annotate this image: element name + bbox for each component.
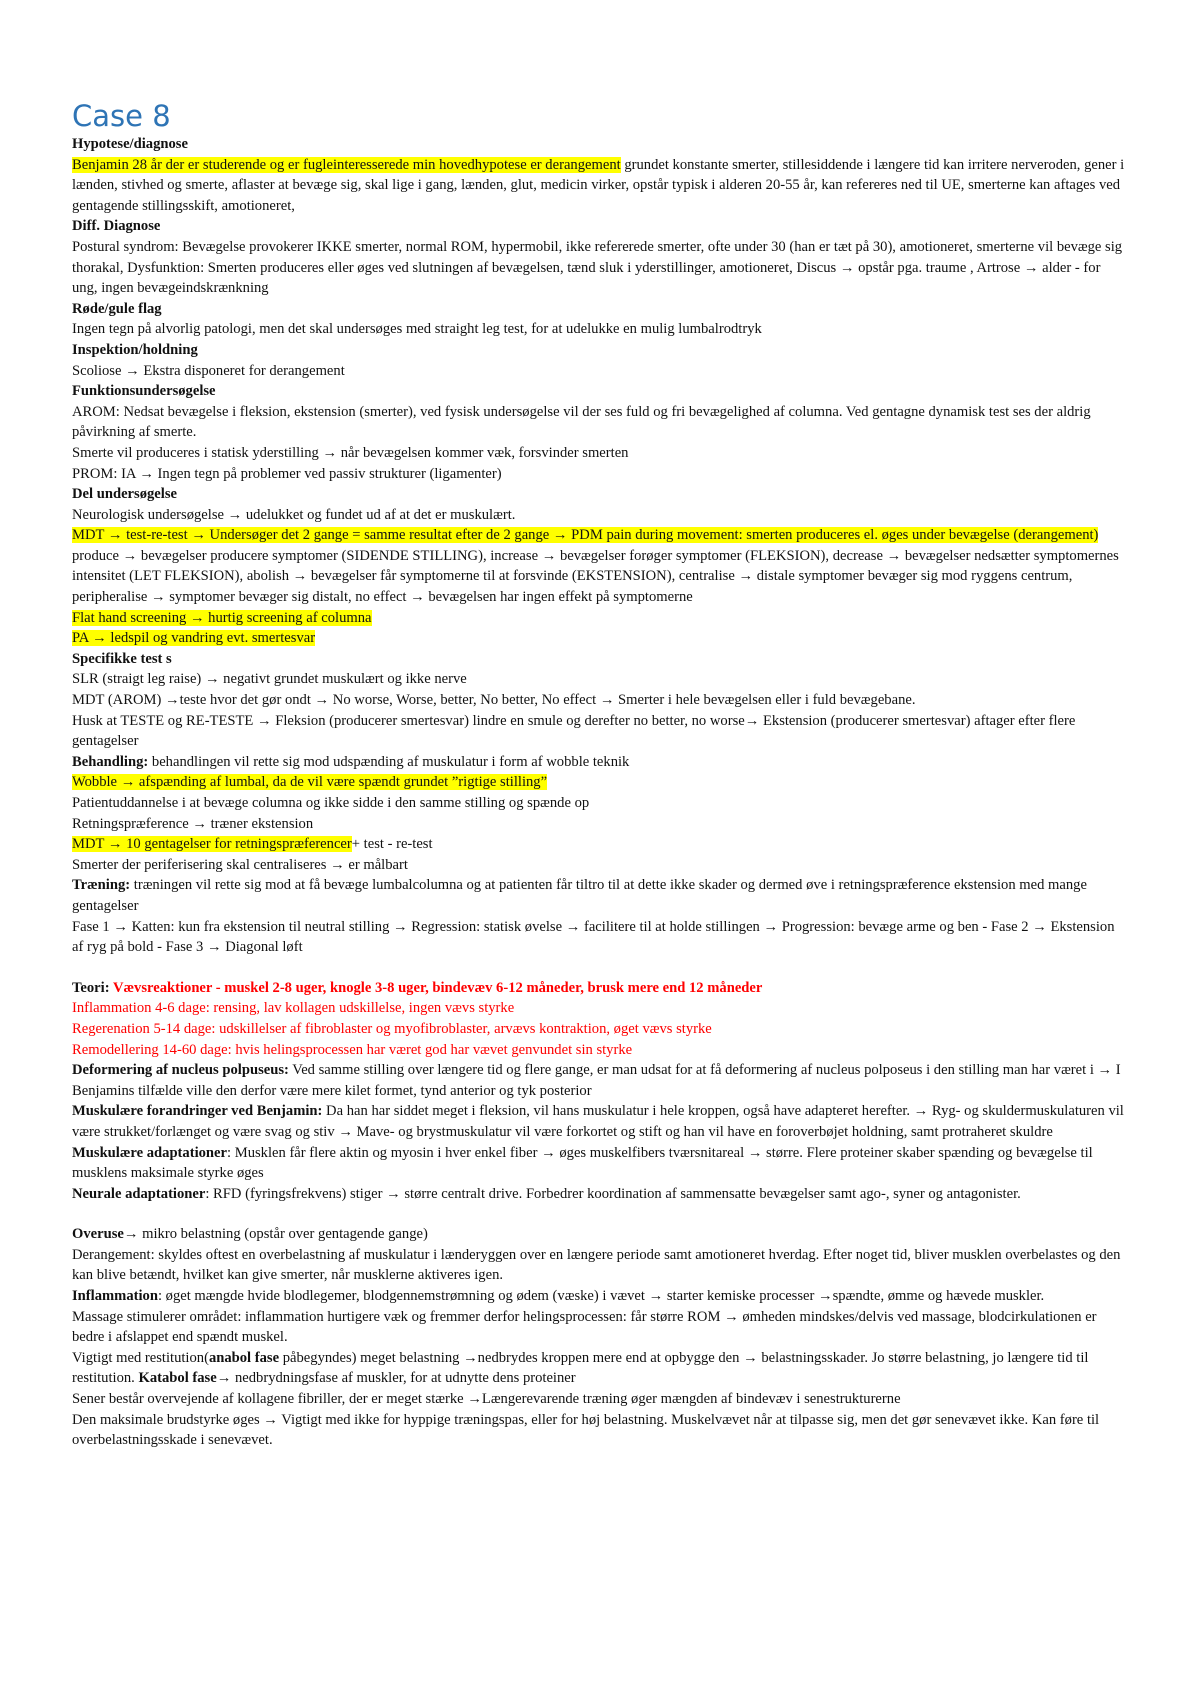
heading-del: Del undersøgelse [72,486,177,503]
prom-text [72,464,1128,485]
ma-t2: øges muskelfibers tværsnitareal [555,1144,748,1161]
traening-label: Træning: [72,877,131,894]
arrow-icon: → [164,692,180,709]
mdt-t3: Undersøger det 2 gange = samme resultat efter de 2 gange [205,527,553,544]
arrow-icon: → [747,1144,763,1161]
arrow-icon: → [256,712,272,729]
ov-t1: mikro belastning (opstår over gentagende gange) [138,1226,428,1243]
h3: Ekstension (producerer smertesvar) aftager efter flere gentagelser [72,712,1076,750]
arrow-icon: → [738,568,754,585]
inflam-label: Inflammation [72,1288,158,1305]
flat-hand-text [72,608,1128,629]
deform-t1: Ved samme stilling over længere tid og flere gange, er man udsat for at få deformering af nucleus polposeus i den stilling man har været i [288,1062,1098,1079]
mdt-highlight [72,527,1098,543]
md3: + test - re-test [351,836,433,853]
arrow-icon: → [123,1226,139,1243]
mdt10-highlight [72,836,352,852]
arrow-icon: → [599,692,615,709]
m1: MDT (AROM) [72,692,165,709]
inspektion-t1: Scoliose [72,362,126,379]
arrow-icon: → [330,856,345,873]
wobble-text [72,772,1128,793]
p7: symptomer bevæger sig distalt, no effect [165,589,411,606]
p3: bevægelser forøger symptomer (FLEKSION), decrease [556,547,887,564]
arrow-icon: → [913,1103,929,1120]
muskforandring-text [72,1101,1128,1142]
flat-t1: Flat hand screening [72,609,190,626]
arrow-icon: → [189,609,205,626]
arrow-icon: → [125,362,140,379]
husk-text [72,711,1128,752]
na-t1: : RFD (fyringsfrekvens) stiger [205,1185,387,1202]
behandling-label: Behandling: [72,753,149,770]
rs-t4: belastningsskader. Jo større belastning, jo længere tid til restitution. [72,1349,1089,1387]
arrow-icon: → [120,774,136,791]
arrow-icon: → [204,671,220,688]
neuro-t2: udelukket og fundet ud af at det er muskulært. [242,506,516,523]
document-page [72,96,1128,1451]
arrow-icon: → [743,1349,758,1366]
arrow-icon: → [1032,918,1047,935]
teori-label: Teori: [72,979,110,996]
slr-t1: SLR (straigt leg raise) [72,671,205,688]
arrow-icon: → [744,712,760,729]
muskadapt-text [72,1143,1128,1184]
spacer [72,958,1128,978]
arrow-icon: → [386,1185,401,1202]
smerte-t1: Smerte vil produceres i statisk yderstilling [72,444,323,461]
f5: Progression: bevæge arme og ben - Fase 2 [778,918,1033,935]
heading-hypotese: Hypotese/diagnose [72,136,188,152]
mf-t1: Da han har siddet meget i fleksion, vil hans muskulatur i hele kroppen, også have adapteret herefter. [322,1103,914,1120]
muskadapt-label: Muskulære adaptationer [72,1144,228,1161]
f2: Katten: kun fra ekstension til neutral stilling [127,918,394,935]
arrow-icon: → [107,527,123,544]
m2: teste hvor det gør ondt [179,692,315,709]
arrow-icon: → [886,547,902,564]
mdt-arom-text [72,690,1128,711]
ma-t1: : Musklen får flere aktin og myosin i hver enkel fiber [227,1144,542,1161]
mdt-t4: PDM pain during movement: smerten produceres el. øges under bevægelse (derangement) [567,527,1099,544]
arrow-icon: → [410,589,425,606]
remodellering-phase: Remodellering 14-60 dage: hvis helingsprocessen har været god har vævet genvundet sin styrke [72,1041,633,1058]
inflammation-text [72,1286,1128,1307]
diff-t2: opstår pga. traume , Artrose [854,259,1024,276]
md1: MDT [72,836,108,853]
arrow-icon: → [393,918,408,935]
f3: Regression: statisk øvelse [407,918,566,935]
page-title: Case 8 [72,99,171,133]
arrow-icon: → [565,918,581,935]
arrow-icon: → [338,1123,353,1140]
h2: Fleksion (producerer smertesvar) lindre en smule og derefter no better, no worse [271,712,745,729]
heading-spec: Specifikke test s [72,650,172,667]
r2: træner ekstension [206,815,314,832]
m3: No worse, Worse, better, No better, No effect [329,692,600,709]
p8: bevægelsen har ingen effekt på symptomerne [424,589,693,606]
diff-t1: Postural syndrom: Bevægelse provokerer IKKE smerter, normal ROM, hypermobil, ikke refererede smerter, ofte under 30 (han er tæt på 30), amotioneret, smerterne vil bevæge sig thorakal, Dysfunktion: Smerten produceres eller øges ved slutningen af bevægelsen, tænd sluk i yderstillinger, amotioneret, Discus [72,238,1123,276]
f6: Ekstension af ryg på bold - Fase 3 [72,918,1115,956]
arrow-icon: → [463,1349,478,1366]
prom-t1: PROM: IA [72,465,140,482]
arrow-icon: → [724,1308,739,1325]
overuse-text [72,1224,1128,1245]
r1: Retningspræference [72,815,193,832]
neural-text [72,1184,1128,1205]
arrow-icon: → [227,506,243,523]
arrow-icon: → [151,589,166,606]
arrow-icon: → [191,527,206,544]
arrow-icon: → [818,1288,833,1305]
fase-text [72,917,1128,958]
arrow-icon: → [92,630,107,647]
heading-diff: Diff. Diagnose [72,218,161,235]
mdt-10-text [72,834,1128,855]
katabol-label: Katabol fase [138,1370,217,1387]
hypotese-highlight: Benjamin 28 år der er studerende og er fugleinteresserede min hovedhypotese er derangement [72,156,621,173]
mdt-t1: MDT [72,527,108,544]
neuro-t1: Neurologisk undersøgelse [72,506,228,523]
arrow-icon: → [122,547,138,564]
spacer [72,1204,1128,1224]
arrow-icon: → [192,815,207,832]
arrow-icon: → [216,1370,232,1387]
p2: bevægelser producere symptomer (SIDENDE STILLING), increase [137,547,542,564]
mf-t2: Ryg- og skuldermuskulaturen vil være strukket/forlænget og være svag og stiv [72,1103,1124,1140]
restitution-text [72,1348,1128,1389]
na-t2: større centralt drive. Forbedrer koordination af sammensatte bevægelser samt ago-, syner og antagonister. [400,1185,1021,1202]
arrow-icon: → [292,568,308,585]
arrow-icon: → [206,939,222,956]
deform-t2: I Benjamins tilfælde ville den derfor være mere kilet formet, tynd anterior og tyk posterior [72,1062,1121,1099]
ms-t2: ømheden mindskes/delvis ved massage, blodcirkulationen er bedre i afslappet end spændt muskel. [72,1308,1097,1346]
inflammation-phase: Inflammation 4-6 dage: rensing, lav kollagen udskillelse, ingen vævs styrke [72,1000,515,1017]
smerte-text [72,443,1128,464]
rs-t5: nedbrydningsfase af muskler, for at udnytte dens proteiner [231,1370,576,1387]
p5: bevægelser får symptomerne til at forsvinde (EKSTENSION), centralise [307,568,739,585]
p1: produce [72,547,123,564]
f7: Diagonal løft [221,939,303,956]
ms-t1: Massage stimulerer området: inflammation hurtigere væk og fremmer derfor helingsprocessen: får større ROM [72,1308,725,1325]
anabol-label: anabol fase [208,1349,280,1366]
h1: Husk at TESTE og RE-TESTE [72,712,257,729]
behandling-text [72,752,1128,773]
arrow-icon: → [541,1144,556,1161]
s1: Smerter der periferisering skal centraliseres [72,856,331,873]
produce-text [72,546,1128,608]
hypotese-rest: grundet konstante smerter, stillesiddende i længere tid kan irritere nerveroden, gener i lænden, stivhed og smerte, aflaster at bevæge sig, skal lige i gang, lænden, glut, medicin virker, opstår typisk i alderen 20-55 år, kan refereres ned til UE, smerterne kan aftages ved gentagende stillingsskift, amotioneret, [72,156,1125,214]
hypotese-text [72,155,1128,217]
mf-t3: Mave- og brystmuskulatur vil være forkortet og stift og han vil have en foroverbøjet holdning, samt protraheret skuldre [352,1123,1053,1140]
mdt-text [72,525,1128,546]
w2: afspænding af lumbal, da de vil være spændt grundet ”rigtige stilling” [135,774,548,791]
sener-text [72,1389,1128,1410]
patientuddannelse-text: Patientuddannelse i at bevæge columna og ikke sidde i den samme stilling og spænde op [72,795,590,811]
p6: distale symptomer bevæger sig mod ryggens centrum, peripheralise [72,568,1073,606]
arrow-icon: → [314,692,330,709]
pa-text [72,628,1128,649]
overuse-label: Overuse [72,1226,124,1243]
arrow-icon: → [541,547,557,564]
pa-highlight [72,630,315,646]
flat-t2: hurtig screening af columna [204,609,372,626]
brudstyrke-text [72,1410,1128,1451]
massage-text [72,1307,1128,1348]
deform-label: Deformering af nucleus polpuseus: [72,1062,289,1079]
diff-text [72,237,1128,299]
heading-funktion: Funktionsundersøgelse [72,383,216,400]
arrow-icon: → [552,527,568,544]
se-t3: Den maksimale brudstyrke øges [72,1411,264,1428]
arrow-icon: → [322,444,338,461]
in-t1: : øget mængde hvide blodlegemer, blodgennemstrømning og ødem (væske) i vævet [157,1288,649,1305]
arom-text: AROM: Nedsat bevægelse i fleksion, ekstension (smerter), ved fysisk undersøgelse vil der ses fuld og fri bevægelighed af columna. Ved gentagne dynamisk test ses der aldrig påvirkning af smerte. [72,403,1091,441]
behandling-t: behandlingen vil rette sig mod udspænding af muskulatur i form af wobble teknik [148,753,630,770]
slr-t2: negativt grundet muskulært og ikke nerve [219,671,467,688]
muskforandring-label: Muskulære forandringer ved Benjamin: [72,1103,323,1120]
pa-t1: PA [72,630,93,647]
arrow-icon: → [113,918,128,935]
prom-t2: Ingen tegn på problemer ved passiv strukturer (ligamenter) [153,465,502,482]
diff-t3: alder - for ung, ingen bevægeindskrænkning [72,259,1101,297]
rs-t2: påbegyndes) meget belastning [279,1349,464,1366]
inspektion-t2: Ekstra disponeret for derangement [139,362,345,379]
w1: Wobble [72,774,121,791]
smerter-text [72,855,1128,876]
teori-t: Vævsreaktioner - muskel 2-8 uger, knogle 3-8 uger, bindevæv 6-12 måneder, brusk mere end 12 måneder [109,979,763,996]
in-t3: spændte, ømme og hævede muskler. [832,1288,1045,1305]
m4: Smerter i hele bevægelsen eller i fuld bevægebane. [614,692,916,709]
mdt-t2: test-re-test [122,527,192,544]
arrow-icon: → [839,259,855,276]
wobble-highlight [72,774,547,790]
se-t4: Vigtigt med ikke for hyppige træningspas, eller for høj belastning. Muskelvævet når at tilpasse sig, men det gør senevævet ikke. Kan føre til overbelastningsskade i senevævet. [72,1411,1100,1449]
smerte-t2: når bevægelsen kommer væk, forsvinder smerten [337,444,629,461]
pa-t2: ledspil og vandring evt. smertesvar [106,630,316,647]
md2: 10 gentagelser for retningspræferencer [122,836,352,853]
traening-t: træningen vil rette sig mod at få bevæge lumbalcolumna og at patienten får tiltro til at dette ikke skader og dermed øve i retningspræference ekstension med mange gentagelser [72,877,1087,914]
teori-text [72,978,1128,999]
heading-inspektion: Inspektion/holdning [72,341,198,358]
neural-label: Neurale adaptationer [72,1185,206,1202]
slr-text [72,669,1128,690]
heading-flag: Røde/gule flag [72,300,162,317]
arrow-icon: → [467,1391,482,1408]
f1: Fase 1 [72,918,114,935]
rs-t3: nedbrydes kroppen mere end at opbygge den [477,1349,744,1366]
deformering-text [72,1060,1128,1101]
se-t2: Længerevarende træning øger mængden af bindevæv i senestrukturerne [481,1391,901,1408]
p4: bevægelser nedsætter symptomernes intensitet (LET FLEKSION), abolish [72,547,1119,585]
regeneration-phase: Regerenation 5-14 dage: udskillelser af fibroblaster og myofibroblaster, arvævs kontraktion, øget vævs styrke [72,1020,712,1037]
neuro-text [72,505,1128,526]
arrow-icon: → [1023,259,1039,276]
arrow-icon: → [1097,1062,1113,1079]
flat-highlight [72,610,372,626]
arrow-icon: → [763,918,779,935]
f4: facilitere til at holde stillingen [580,918,764,935]
arrow-icon: → [139,465,154,482]
arrow-icon: → [648,1288,664,1305]
rs-t1: Vigtigt med restitution( [72,1349,209,1366]
inspektion-text [72,361,1128,382]
arrow-icon: → [263,1411,278,1428]
in-t2: starter kemiske processer [663,1288,819,1305]
ma-t3: større. Flere proteiner skaber spænding og bevægelse til musklens maksimale styrke øges [72,1144,1093,1182]
derangement-text: Derangement: skyldes oftest en overbelastning af muskulatur i lænderyggen over en længere periode samt amotioneret hverdag. Efter noget tid, bliver musklen overbelastes og den kan blive betændt, hvilket kan give smerter, når musklerne aktiveres igen. [72,1246,1121,1284]
flag-text: Ingen tegn på alvorlig patologi, men det skal undersøges med straight leg test, for at udelukke en mulig lumbalrodtryk [72,321,762,338]
s2: er målbart [344,856,408,873]
se-t1: Sener består overvejende af kollagene fibriller, der er meget stærke [72,1391,468,1408]
arrow-icon: → [107,836,123,853]
traening-text [72,875,1128,916]
retning-text [72,814,1128,835]
